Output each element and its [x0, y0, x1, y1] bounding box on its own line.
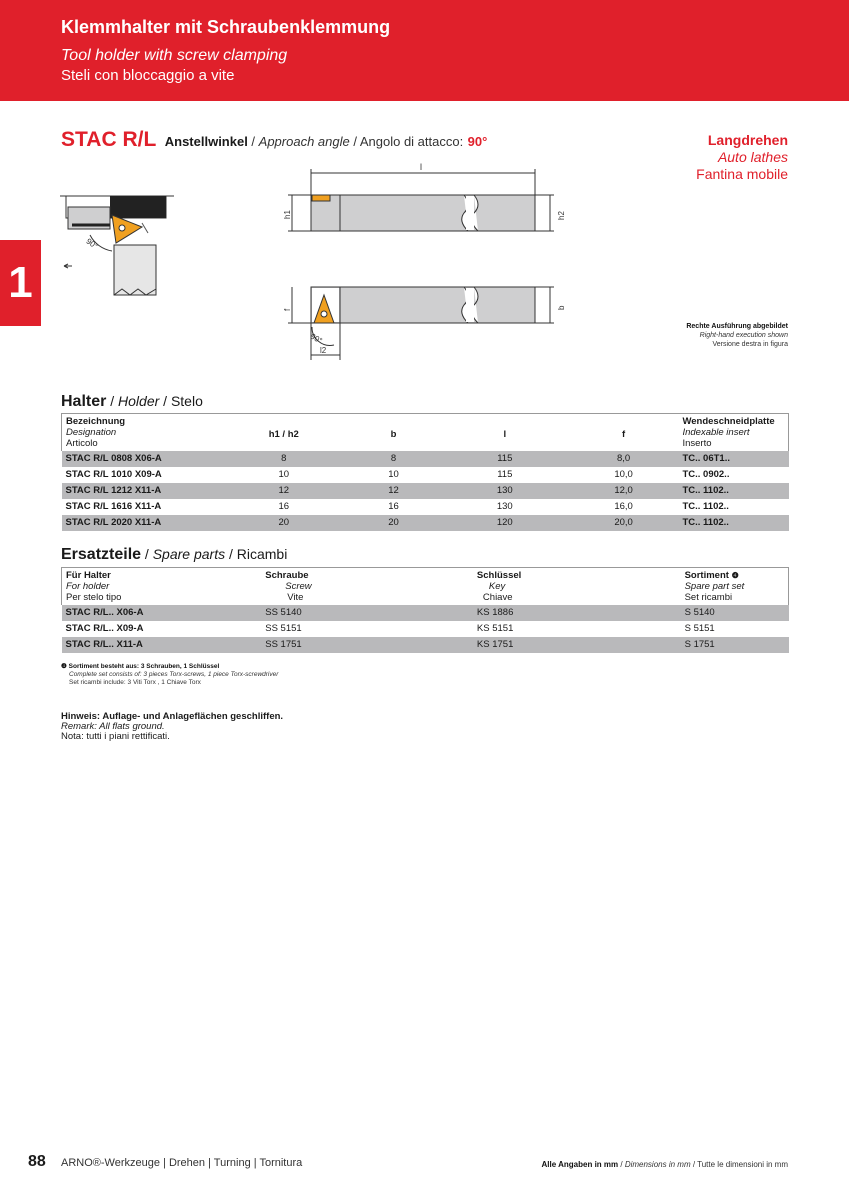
- holder-title-de: Halter: [61, 393, 107, 410]
- approach-angle-label-it: Angolo di attacco:: [359, 134, 464, 149]
- cell-l: 130: [441, 483, 569, 499]
- set-label: Sortiment: [684, 570, 729, 581]
- separator: /: [618, 1160, 625, 1169]
- cell-set: S 1751: [681, 637, 789, 653]
- lathe-type-it: Fantina mobile: [696, 166, 788, 182]
- header-en: Spare part set: [684, 581, 745, 592]
- table-row: [62, 515, 789, 531]
- cell-h: 20: [221, 515, 346, 531]
- cell-holder: STAC R/L.. X06-A: [62, 605, 262, 621]
- footnote-text-de: Sortiment besteht aus: 3 Schrauben, 1 Schlüssel: [68, 663, 220, 670]
- separator: /: [159, 393, 171, 409]
- approach-angle-label-de: Anstellwinkel: [164, 134, 248, 149]
- header-title-it: Steli con bloccaggio a vite: [61, 67, 235, 84]
- dims-de: Alle Angaben in mm: [541, 1160, 619, 1169]
- lathe-type-de: Langdrehen: [707, 132, 788, 148]
- l-header: [441, 414, 569, 452]
- header-en: Designation: [66, 427, 117, 438]
- cell-f: 16,0: [569, 499, 679, 515]
- header-de: Bezeichnung: [66, 416, 126, 427]
- table-row: [62, 605, 789, 621]
- product-code: STAC R/L: [61, 128, 157, 151]
- footnote-en: Complete set consists of: 3 pieces Torx-screws, 1 piece Torx-screwdriver: [69, 671, 279, 678]
- holder-table-header: [62, 414, 789, 452]
- dim-l: l: [420, 162, 422, 172]
- page-number: 88: [28, 1153, 46, 1170]
- cell-designation: STAC R/L 1616 X11-A: [62, 499, 222, 515]
- header-en: For holder: [66, 581, 110, 592]
- remark-it: Nota: tutti i piani rettificati.: [61, 731, 170, 742]
- dim-h2: h2: [557, 211, 566, 220]
- chapter-tab: 1: [0, 240, 41, 326]
- cell-f: 12,0: [569, 483, 679, 499]
- set-header: [681, 568, 789, 606]
- for-holder-header: [62, 568, 262, 606]
- product-title: [61, 128, 487, 152]
- cell-f: 20,0: [569, 515, 679, 531]
- designation-header: [62, 414, 222, 452]
- header-title-de: Klemmhalter mit Schraubenklemmung: [61, 17, 391, 37]
- dim-h1: h1: [283, 210, 292, 219]
- remark: [61, 712, 283, 742]
- header-en: Key: [488, 581, 506, 592]
- header-de: Schraube: [265, 570, 309, 581]
- cell-insert: TC.. 06T1..: [678, 451, 788, 467]
- footnote-de: [61, 663, 278, 671]
- footer-brand: ARNO®-Werkzeuge | Drehen | Turning | Tornitura: [61, 1157, 303, 1169]
- approach-angle-label-en: Approach angle: [258, 134, 350, 149]
- holder-title-it: Stelo: [170, 393, 203, 409]
- top-view: [283, 287, 566, 360]
- footnote-it: Set ricambi include: 3 Viti Torx , 1 Chiave Torx: [69, 679, 201, 686]
- header-it: Chiave: [482, 592, 513, 603]
- header-de: [685, 570, 784, 581]
- separator: /: [349, 134, 360, 149]
- cell-set: S 5140: [681, 605, 789, 621]
- spares-table: [61, 567, 789, 653]
- cell-h: 8: [221, 451, 346, 467]
- cell-f: 8,0: [569, 451, 679, 467]
- spares-title-de: Ersatzteile: [61, 546, 142, 563]
- separator: /: [141, 546, 153, 562]
- header-de: Wendeschneidplatte: [682, 416, 775, 427]
- dim-f: f: [283, 308, 292, 311]
- header-it: Per stelo tipo: [66, 592, 122, 603]
- lathe-type: [696, 132, 788, 182]
- cell-set: S 5151: [681, 621, 789, 637]
- h-header: [221, 414, 346, 452]
- application-sketch: [60, 196, 174, 295]
- cell-l: 115: [441, 467, 569, 483]
- cell-designation: STAC R/L 1212 X11-A: [62, 483, 222, 499]
- dim-b: b: [557, 305, 566, 310]
- table-row: [62, 621, 789, 637]
- dims-it: Tutte le dimensioni in mm: [697, 1160, 788, 1169]
- cell-h: 10: [221, 467, 346, 483]
- cell-h: 16: [221, 499, 346, 515]
- cell-key: KS 5151: [473, 621, 681, 637]
- angle-label: 90°: [84, 236, 100, 251]
- cell-screw: SS 5151: [261, 621, 473, 637]
- footer-dimensions: [542, 1160, 788, 1169]
- page-header: [0, 0, 849, 101]
- cell-l: 120: [441, 515, 569, 531]
- dim-l2: l2: [320, 346, 327, 355]
- table-row: [62, 483, 789, 499]
- header-en: Screw: [285, 581, 312, 592]
- cell-designation: STAC R/L 2020 X11-A: [62, 515, 222, 531]
- cell-b: 12: [346, 483, 441, 499]
- cell-b: 10: [346, 467, 441, 483]
- separator: /: [690, 1160, 698, 1169]
- execution-note: [686, 322, 788, 349]
- key-header: [473, 568, 681, 606]
- header-b: b: [390, 429, 397, 440]
- execution-note-en: Right-hand execution shown: [699, 332, 788, 339]
- cell-screw: SS 5140: [261, 605, 473, 621]
- lathe-type-en: Auto lathes: [717, 149, 788, 165]
- header-de: Für Halter: [66, 570, 111, 581]
- cell-insert: TC.. 1102..: [678, 515, 788, 531]
- cell-b: 8: [346, 451, 441, 467]
- screw-header: [261, 568, 473, 606]
- angle-label-top: 90°: [308, 331, 324, 346]
- cell-l: 115: [441, 451, 569, 467]
- holder-title-en: Holder: [118, 393, 160, 409]
- technical-drawing: [50, 155, 610, 365]
- header-f: f: [621, 429, 626, 440]
- holder-table: [61, 413, 789, 531]
- approach-angle-value: 90°: [467, 134, 488, 149]
- table-row: [62, 499, 789, 515]
- remark-en: Remark: All flats ground.: [61, 721, 165, 732]
- spares-footnote: [61, 663, 278, 687]
- header-it: Articolo: [66, 438, 98, 449]
- cell-l: 130: [441, 499, 569, 515]
- spares-table-header: [62, 568, 789, 606]
- separator: /: [247, 134, 259, 149]
- cell-insert: TC.. 0902..: [678, 467, 788, 483]
- cell-holder: STAC R/L.. X11-A: [62, 637, 262, 653]
- header-it: Set ricambi: [684, 592, 733, 603]
- spares-title-en: Spare parts: [152, 546, 226, 562]
- cell-screw: SS 1751: [261, 637, 473, 653]
- side-view: [283, 162, 566, 231]
- cell-f: 10,0: [569, 467, 679, 483]
- cell-insert: TC.. 1102..: [678, 483, 788, 499]
- cell-insert: TC.. 1102..: [678, 499, 788, 515]
- header-h: h1 / h2: [268, 429, 299, 440]
- spares-title-it: Ricambi: [236, 546, 288, 562]
- remark-de: Hinweis: Auflage- und Anlageflächen geschliffen.: [61, 711, 284, 722]
- header-title-en: Tool holder with screw clamping: [61, 47, 288, 64]
- cell-key: KS 1886: [473, 605, 681, 621]
- cell-h: 12: [221, 483, 346, 499]
- separator: /: [106, 393, 119, 409]
- cell-designation: STAC R/L 0808 X06-A: [62, 451, 222, 467]
- footnote-marker: ❹: [731, 571, 739, 580]
- header-en: Indexable insert: [682, 427, 750, 438]
- separator: /: [225, 546, 237, 562]
- table-row: [62, 451, 789, 467]
- cell-designation: STAC R/L 1010 X09-A: [62, 467, 222, 483]
- dims-en: Dimensions in mm: [624, 1160, 691, 1169]
- holder-section-title: [61, 393, 203, 411]
- cell-key: KS 1751: [473, 637, 681, 653]
- header-l: l: [503, 429, 507, 440]
- f-header: [569, 414, 679, 452]
- header-it: Vite: [287, 592, 304, 603]
- cell-holder: STAC R/L.. X09-A: [62, 621, 262, 637]
- header-it: Inserto: [682, 438, 712, 449]
- table-row: [62, 637, 789, 653]
- spares-section-title: [61, 546, 287, 564]
- execution-note-de: Rechte Ausführung abgebildet: [686, 323, 788, 330]
- execution-note-it: Versione destra in figura: [712, 341, 788, 348]
- cell-b: 16: [346, 499, 441, 515]
- footnote-marker: ❹: [61, 663, 67, 670]
- insert-header: [678, 414, 788, 452]
- b-header: [346, 414, 441, 452]
- header-de: Schlüssel: [476, 570, 522, 581]
- cell-b: 20: [346, 515, 441, 531]
- table-row: [62, 467, 789, 483]
